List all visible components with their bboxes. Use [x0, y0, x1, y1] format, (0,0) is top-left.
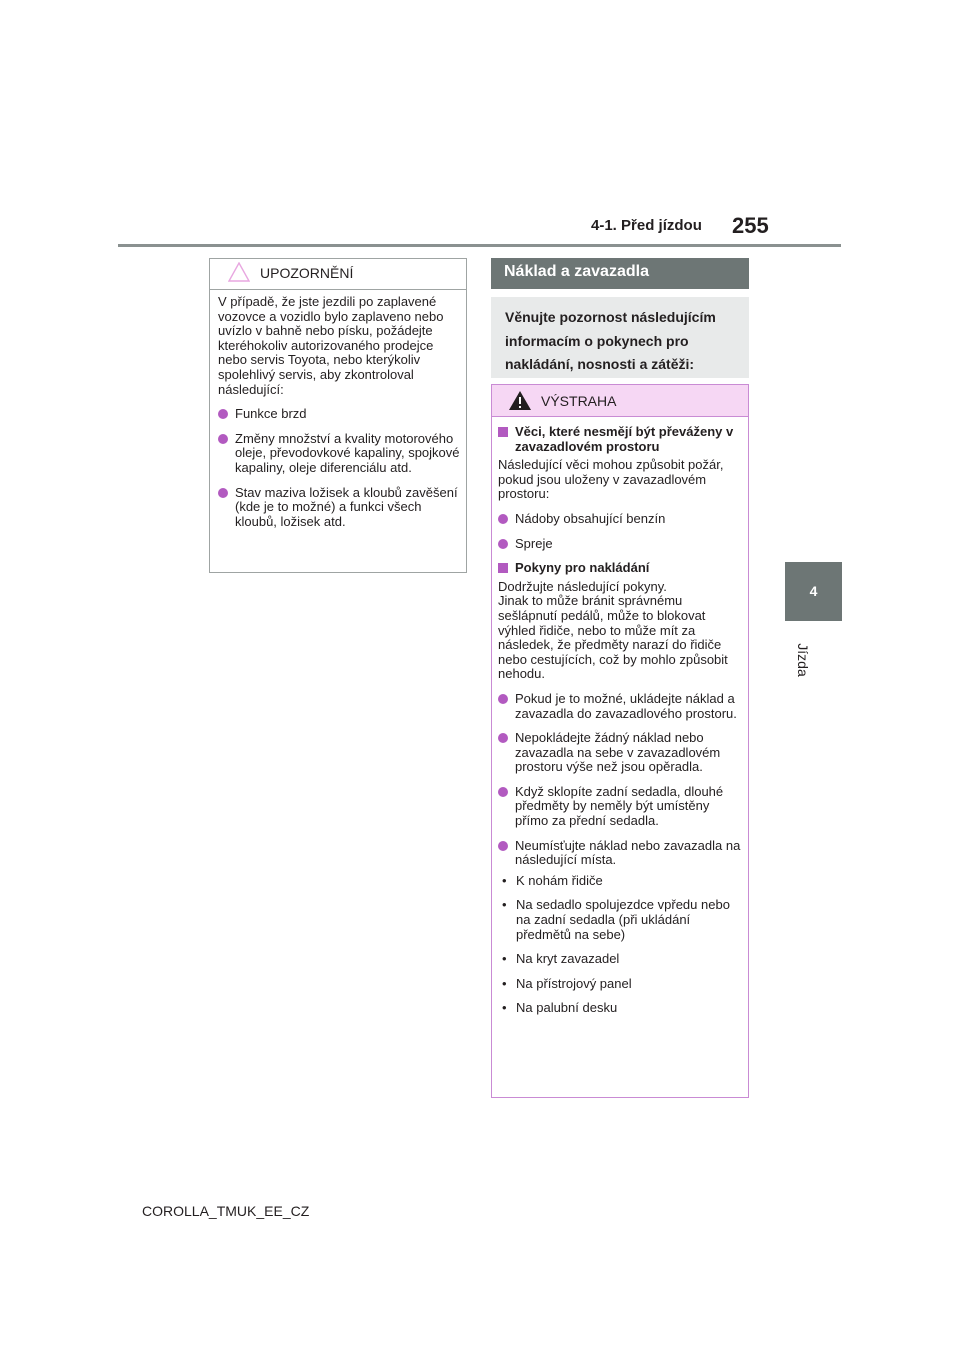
- caution-intro: V případě, že jste jezdili po zaplavené vozovce a vozidlo bylo zaplaveno nebo uvízlo v bahně nebo písku, požádejte kteréhokoliv autorizovaného prodejce nebo servis Toyota, nebo kterýkoliv spolehlivý servis, aby zkontroloval následující:: [218, 294, 444, 397]
- list-item: Funkce brzd: [218, 407, 462, 422]
- bullet-dot-icon: [498, 539, 508, 549]
- caution-box: [209, 258, 467, 573]
- list-item: Spreje: [498, 537, 744, 552]
- paragraph: Jinak to může bránit správnému sešlápnutí pedálů, může to blokovat výhled řidiče, nebo to může mít za následek, že předměty narazí do řidiče nebo cestujících, což by mohlo způsobit nehodu.: [498, 593, 728, 682]
- footer-code: COROLLA_TMUK_EE_CZ: [142, 1203, 310, 1219]
- note-box: [491, 297, 749, 378]
- caution-title: UPOZORNĚNÍ: [260, 265, 354, 281]
- list-item: Neumísťujte náklad nebo zavazadla na následující místa.: [498, 839, 744, 868]
- list-item: Nádoby obsahující benzín: [498, 512, 744, 527]
- warning-title: VÝSTRAHA: [541, 393, 617, 409]
- chapter-tab-label: Jízda: [795, 643, 811, 677]
- bullet-dot-icon: [498, 694, 508, 704]
- bullet-dot-icon: [218, 488, 228, 498]
- bullet-dot-icon: [498, 514, 508, 524]
- list-item: Změny množství a kvality motorového oleje, převodovkové kapaliny, spojkové kapaliny, oleje diferenciálu atd.: [218, 432, 462, 476]
- sub-list-item: • Na palubní desku: [502, 1000, 618, 1016]
- list-item: Pokud je to možné, ukládejte náklad a zavazadla do zavazadlového prostoru.: [498, 692, 744, 721]
- sub-list-item: • Na kryt zavazadel: [502, 951, 620, 967]
- bullet-dot-icon: [498, 733, 508, 743]
- bullet-dot-icon: [218, 409, 228, 419]
- bullet-dot-icon: [498, 841, 508, 851]
- subheading: Věci, které nesmějí být převáženy v zavazadlovém prostoru: [498, 425, 744, 454]
- header-rule: [118, 244, 841, 247]
- bullet-dot-icon: [218, 434, 228, 444]
- warning-header: [492, 385, 748, 417]
- caution-body: [218, 295, 462, 539]
- subheading: Pokyny pro nakládání: [498, 561, 744, 576]
- square-bullet-icon: [498, 563, 508, 573]
- page-number: 255: [732, 213, 769, 238]
- warning-body: [498, 425, 744, 1026]
- note-text: Věnujte pozornost následujícím informacím o pokynech pro nakládání, nosnosti a zátěži:: [505, 309, 716, 372]
- paragraph: Následující věci mohou způsobit požár, pokud jsou uloženy v zavazadlovém prostoru:: [498, 457, 724, 502]
- section-title-bar: [491, 258, 749, 289]
- section-heading: 4-1. Před jízdou: [591, 217, 702, 234]
- chapter-tab-number: 4: [809, 583, 818, 599]
- section-title: Náklad a zavazadla: [504, 263, 649, 280]
- sub-list-item: • Na přístrojový panel: [502, 975, 632, 991]
- caution-triangle-icon: [228, 262, 250, 287]
- sub-list-item: • Na sedadlo spolujezdce vpředu nebo na zadní sedadla (při ukládání předmětů na sebe): [502, 897, 730, 942]
- list-item: Když sklopíte zadní sedadla, dlouhé předměty by neměly být umístěny přímo za přední sedadla.: [498, 785, 744, 829]
- bullet-dot-icon: [498, 787, 508, 797]
- warning-triangle-icon: [509, 391, 531, 415]
- chapter-tab[interactable]: [785, 562, 842, 621]
- paragraph: Dodržujte následující pokyny.: [498, 578, 667, 594]
- square-bullet-icon: [498, 427, 508, 437]
- list-item: Nepokládejte žádný náklad nebo zavazadla na sebe v zavazadlovém prostoru výše než jsou opěradla.: [498, 731, 744, 775]
- sub-list-item: • K nohám řidiče: [502, 872, 603, 888]
- caution-header: [210, 259, 466, 290]
- list-item: Stav maziva ložisek a kloubů zavěšení (kde je to možné) a funkci všech kloubů, ložisek atd.: [218, 486, 462, 530]
- warning-box: [491, 384, 749, 1098]
